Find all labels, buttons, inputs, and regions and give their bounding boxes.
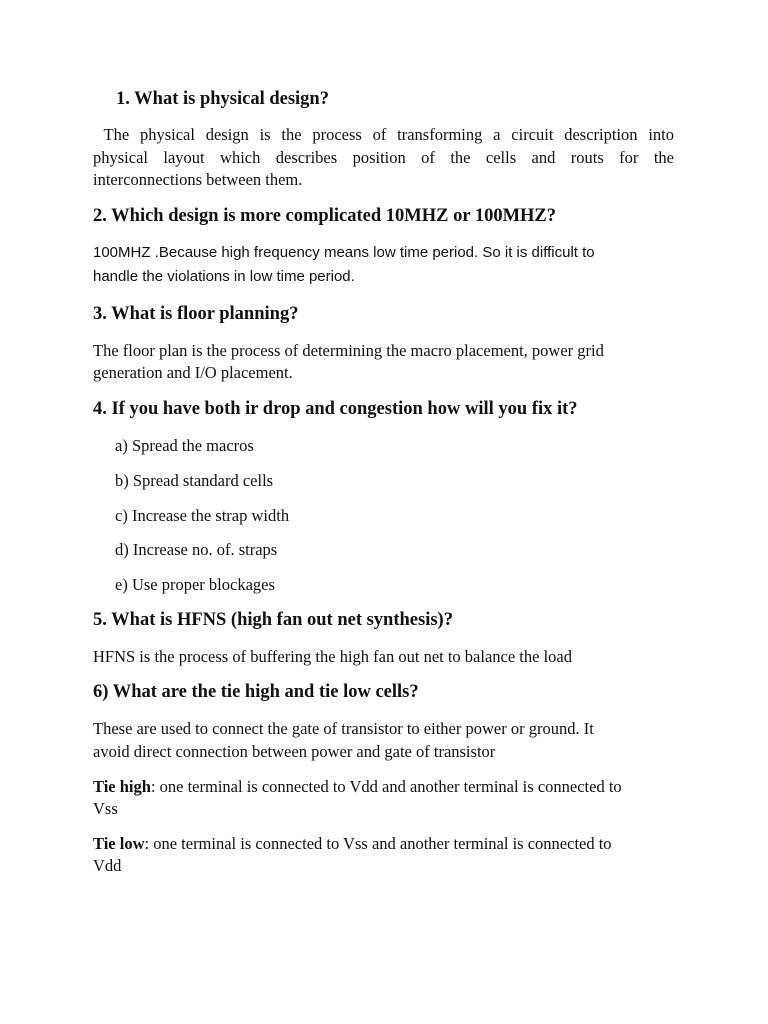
answer-line: Vdd xyxy=(93,856,122,875)
tie-low-term: Tie low xyxy=(93,834,145,853)
tie-low-text: : one terminal is connected to Vss and another terminal is connected to xyxy=(144,834,612,853)
tie-high-definition xyxy=(93,777,622,797)
tie-low-definition xyxy=(93,834,612,854)
answer-line: handle the violations in low time period. xyxy=(93,268,355,285)
heading-q6: 6) What are the tie high and tie low cells? xyxy=(93,682,419,702)
heading-q4: 4. If you have both ir drop and congestion how will you fix it? xyxy=(93,399,578,419)
answer-line: 100MHZ .Because high frequency means low time period. So it is difficult to xyxy=(93,244,595,261)
list-item: e) Use proper blockages xyxy=(115,575,275,594)
list-item: c) Increase the strap width xyxy=(115,506,290,525)
answer-line: These are used to connect the gate of transistor to either power or ground. It xyxy=(93,719,594,738)
heading-q1: 1. What is physical design? xyxy=(116,89,329,109)
answer-line: HFNS is the process of buffering the high fan out net to balance the load xyxy=(93,647,572,666)
answer-line: The floor plan is the process of determining the macro placement, power grid xyxy=(93,341,604,360)
answer-line: Vss xyxy=(93,799,118,818)
list-item: a) Spread the macros xyxy=(115,436,254,455)
answer-line: avoid direct connection between power and gate of transistor xyxy=(93,742,496,761)
list-item: d) Increase no. of. straps xyxy=(115,540,278,559)
answer-line: generation and I/O placement. xyxy=(93,363,293,382)
list-item: b) Spread standard cells xyxy=(115,471,274,490)
heading-q3: 3. What is floor planning? xyxy=(93,304,299,324)
answer-line: The physical design is the process of transforming a circuit description into xyxy=(93,125,674,144)
tie-high-term: Tie high xyxy=(93,777,151,796)
heading-q2: 2. Which design is more complicated 10MHZ or 100MHZ? xyxy=(93,206,557,226)
answer-line: physical layout which describes position of the cells and routs for the xyxy=(93,148,674,167)
tie-high-text: : one terminal is connected to Vdd and another terminal is connected to xyxy=(150,777,622,796)
answer-line: interconnections between them. xyxy=(93,170,303,189)
heading-q5: 5. What is HFNS (high fan out net synthesis)? xyxy=(93,610,453,630)
